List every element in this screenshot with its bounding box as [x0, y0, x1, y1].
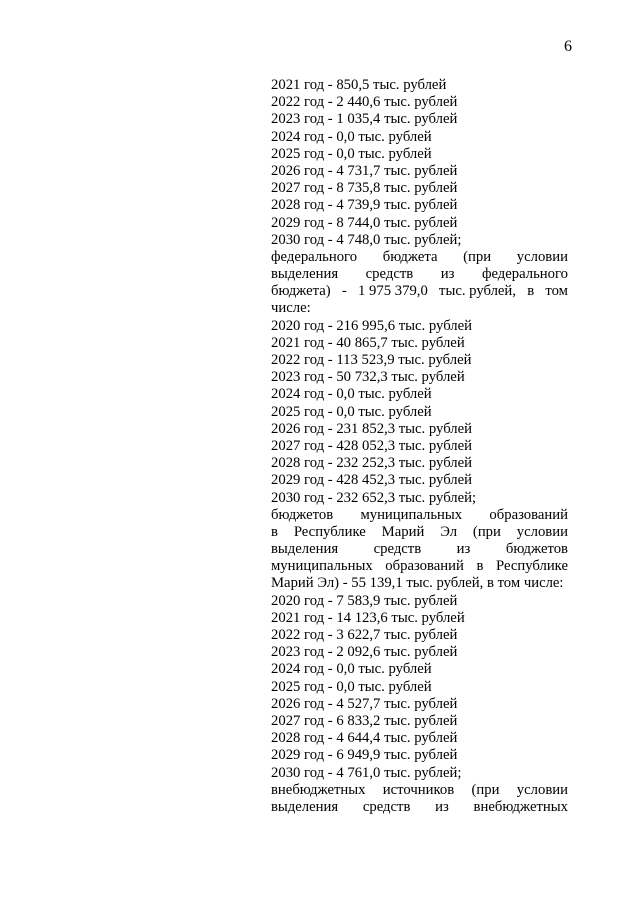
heading-word: (при: [472, 523, 501, 540]
extrabudgetary-heading: [271, 782, 568, 816]
year-line: 2030 год - 4 761,0 тыс. рублей;: [271, 764, 462, 781]
heading-word: внебюджетных: [271, 781, 366, 798]
heading-word: условии: [516, 523, 568, 540]
heading-line: [271, 541, 568, 558]
heading-word: муниципальных: [360, 506, 463, 523]
year-line: 2023 год - 50 732,3 тыс. рублей: [271, 369, 465, 386]
heading-word: том: [545, 283, 568, 300]
year-line: 2024 год - 0,0 тыс. рублей: [271, 386, 432, 403]
municipal-budget-heading: [271, 507, 568, 593]
heading-line: [271, 799, 568, 816]
heading-word: тыс. рублей,: [439, 283, 516, 300]
year-line: 2021 год - 850,5 тыс. рублей: [271, 77, 447, 93]
heading-word: из: [435, 798, 449, 815]
year-line: 2022 год - 3 622,7 тыс. рублей: [271, 627, 458, 643]
heading-word: бюджета): [271, 283, 331, 300]
heading-word: бюджетов: [505, 541, 568, 558]
year-line: 2025 год - 0,0 тыс. рублей: [271, 403, 432, 420]
heading-word: Эл: [440, 523, 458, 540]
federal-years-list: [271, 318, 568, 507]
heading-word: средств: [365, 266, 414, 283]
heading-line: [271, 524, 568, 541]
year-line: 2029 год - 428 452,3 тыс. рублей: [271, 472, 473, 489]
heading-word: средств: [373, 541, 422, 558]
heading-word: в: [271, 523, 278, 540]
year-line: 2028 год - 4 644,4 тыс. рублей: [271, 730, 458, 747]
heading-word: выделения: [271, 798, 339, 815]
year-line: 2023 год - 2 092,6 тыс. рублей: [271, 644, 458, 661]
heading-line: [271, 266, 568, 283]
heading-word: выделения: [271, 541, 339, 558]
heading-word: источников: [382, 781, 455, 798]
heading-word: выделения: [271, 266, 339, 283]
heading-word: бюджета: [382, 248, 438, 265]
heading-word: Республике: [496, 558, 568, 575]
heading-word: (при: [463, 248, 492, 265]
heading-word: образований: [489, 506, 568, 523]
regional-years-list: [271, 77, 568, 249]
heading-word: образований: [385, 558, 464, 575]
year-line: 2028 год - 232 252,3 тыс. рублей: [271, 455, 473, 472]
heading-word: условии: [516, 248, 568, 265]
heading-word: федерального: [481, 266, 568, 283]
heading-line: [271, 782, 568, 799]
heading-word: внебюджетных: [473, 798, 568, 815]
year-line: 2029 год - 6 949,9 тыс. рублей: [271, 747, 458, 764]
year-line: 2025 год - 0,0 тыс. рублей: [271, 145, 432, 162]
heading-word: Республике: [293, 523, 366, 540]
heading-line: [271, 283, 568, 300]
page-number: 6: [564, 38, 572, 55]
municipal-years-list: [271, 593, 568, 782]
year-line: 2022 год - 2 440,6 тыс. рублей: [271, 94, 458, 111]
heading-line: [271, 558, 568, 575]
year-line: 2027 год - 428 052,3 тыс. рублей: [271, 437, 473, 454]
heading-line-last: числе:: [271, 300, 311, 317]
year-line: 2030 год - 232 652,3 тыс. рублей;: [271, 489, 477, 506]
heading-word: средств: [362, 798, 411, 815]
federal-budget-heading: [271, 249, 568, 318]
year-line: 2028 год - 4 739,9 тыс. рублей: [271, 197, 458, 214]
heading-word: из: [440, 266, 455, 283]
heading-line: [271, 249, 568, 266]
heading-word: Марий: [381, 523, 425, 540]
heading-word: бюджетов: [271, 506, 334, 523]
year-line: 2024 год - 0,0 тыс. рублей: [271, 128, 432, 145]
year-line: 2027 год - 6 833,2 тыс. рублей: [271, 712, 458, 729]
heading-word: -: [341, 283, 347, 300]
year-line: 2020 год - 7 583,9 тыс. рублей: [271, 592, 458, 609]
year-line: 2021 год - 14 123,6 тыс. рублей: [271, 609, 465, 626]
year-line: 2021 год - 40 865,7 тыс. рублей: [271, 334, 465, 351]
heading-word: условии: [516, 781, 568, 798]
year-line: 2026 год - 4 731,7 тыс. рублей: [271, 162, 458, 179]
year-line: 2024 год - 0,0 тыс. рублей: [271, 661, 432, 678]
heading-word: федерального: [271, 248, 358, 265]
heading-line-last: Марий Эл) - 55 139,1 тыс. рублей, в том числе:: [271, 575, 564, 592]
year-line: 2022 год - 113 523,9 тыс. рублей: [271, 352, 472, 368]
year-line: 2023 год - 1 035,4 тыс. рублей: [271, 111, 458, 128]
document-body: [271, 77, 568, 816]
heading-word: из: [456, 541, 471, 558]
year-line: 2027 год - 8 735,8 тыс. рублей: [271, 180, 458, 197]
heading-word: муниципальных: [271, 558, 373, 575]
year-line: 2026 год - 4 527,7 тыс. рублей: [271, 695, 458, 712]
heading-word: 1 975 379,0: [358, 283, 428, 300]
heading-word: в: [476, 558, 484, 575]
year-line: 2025 год - 0,0 тыс. рублей: [271, 678, 432, 695]
year-line: 2030 год - 4 748,0 тыс. рублей;: [271, 231, 462, 248]
year-line: 2020 год - 216 995,6 тыс. рублей: [271, 317, 473, 334]
year-line: 2026 год - 231 852,3 тыс. рублей: [271, 420, 473, 437]
heading-word: (при: [471, 781, 500, 798]
heading-line: [271, 507, 568, 524]
year-line: 2029 год - 8 744,0 тыс. рублей: [271, 214, 458, 231]
heading-word: в: [527, 283, 535, 300]
